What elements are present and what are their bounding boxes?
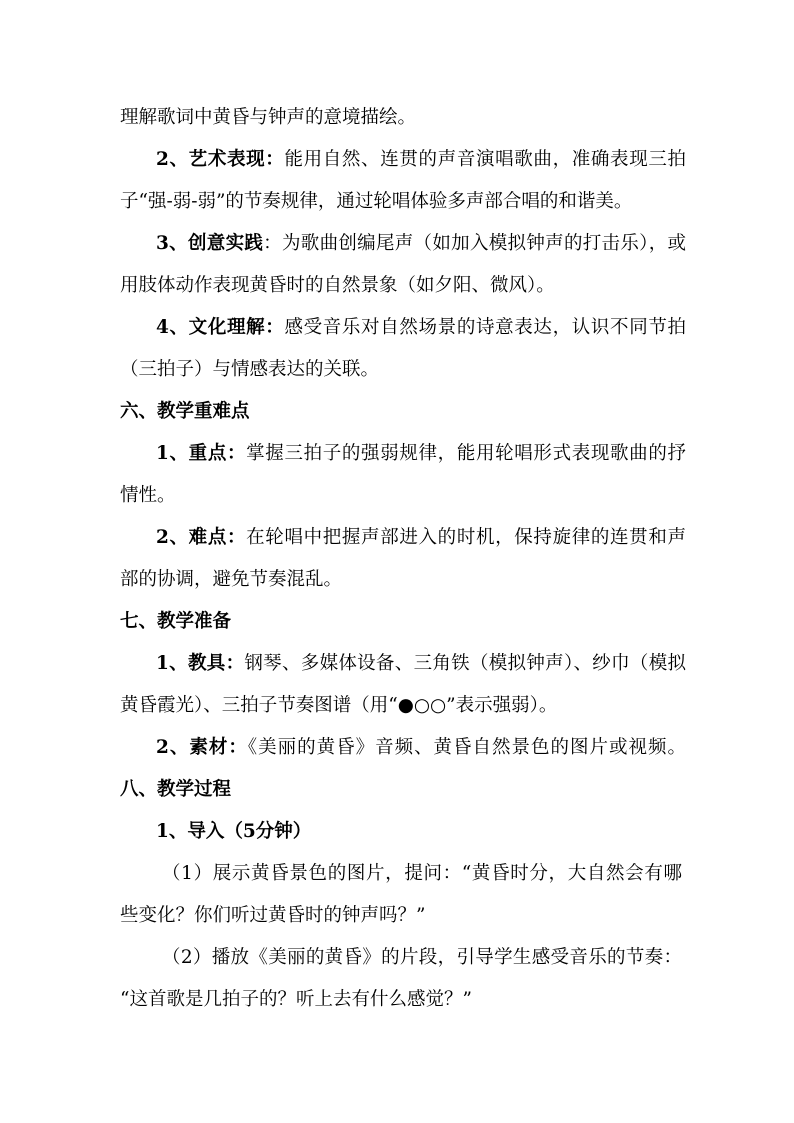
line-text: 感受音乐对自然场景的诗意表达，认识不同节拍	[284, 317, 686, 338]
paragraph-line	[120, 357, 680, 383]
heading-text: 八、教学过程	[120, 779, 232, 800]
paragraph-line	[120, 987, 680, 1013]
heading-text: 七、教学准备	[120, 611, 232, 632]
paragraph-line	[156, 147, 686, 173]
line-label: 1、导入（5分钟）	[156, 821, 312, 842]
paragraph-line	[120, 105, 680, 131]
paragraph-line	[156, 651, 686, 677]
line-label: 2、艺术表现：	[156, 149, 285, 170]
line-text: 部的协调，避免节奏混乱。	[120, 569, 343, 590]
line-label: 1、重点：	[156, 443, 247, 464]
line-text: （2）播放《美丽的黄昏》的片段，引导学生感受音乐的节奏：	[162, 947, 682, 968]
line-text: 《美丽的黄昏》音频、黄昏自然景色的图片或视频。	[247, 737, 686, 758]
line-label: 2、难点：	[156, 527, 247, 548]
paragraph-line	[156, 441, 686, 467]
paragraph-line	[162, 945, 682, 971]
paragraph-line	[156, 231, 686, 257]
line-text: “这首歌是几拍子的？听上去有什么感觉？”	[120, 989, 472, 1010]
paragraph-line	[120, 483, 680, 509]
paragraph-line	[120, 903, 680, 929]
paragraph-line	[120, 567, 680, 593]
paragraph-line	[120, 189, 680, 215]
line-text: 情性。	[120, 485, 176, 506]
paragraph-line	[162, 861, 682, 887]
line-text: 掌握三拍子的强弱规律，能用轮唱形式表现歌曲的抒	[246, 443, 686, 464]
line-text: ：为歌曲创编尾声（如加入模拟钟声的打击乐），或	[263, 233, 686, 254]
paragraph-line	[120, 693, 680, 719]
section-heading	[120, 609, 680, 635]
line-text: 用肢体动作表现黄昏时的自然景象（如夕阳、微风）。	[120, 275, 555, 296]
line-text: 理解歌词中黄昏与钟声的意境描绘。	[120, 107, 417, 128]
line-label: 4、文化理解：	[156, 317, 285, 338]
line-text: 黄昏霞光）、三拍子节奏图谱（用“●○○”表示强弱）。	[120, 695, 558, 716]
paragraph-line	[156, 735, 686, 761]
line-text: （1）展示黄昏景色的图片，提问：“黄昏时分，大自然会有哪	[162, 863, 682, 884]
line-label: 1、教具：	[156, 653, 245, 674]
paragraph-line	[156, 525, 686, 551]
line-text: 钢琴、多媒体设备、三角铁（模拟钟声）、纱巾（模拟	[244, 653, 686, 674]
line-text: （三拍子）与情感表达的关联。	[120, 359, 380, 380]
paragraph-line	[120, 273, 680, 299]
line-label: 3、创意实践	[156, 233, 264, 254]
line-text: 子“强-弱-弱”的节奏规律，通过轮唱体验多声部合唱的和谐美。	[120, 191, 633, 212]
subsection-heading	[156, 819, 686, 845]
line-text: 能用自然、连贯的声音演唱歌曲，准确表现三拍	[284, 149, 686, 170]
section-heading	[120, 399, 680, 425]
line-text: 些变化？你们听过黄昏时的钟声吗？”	[120, 905, 426, 926]
heading-text: 六、教学重难点	[120, 401, 250, 422]
line-label: 2、素材：	[156, 737, 248, 758]
section-heading	[120, 777, 680, 803]
line-text: 在轮唱中把握声部进入的时机，保持旋律的连贯和声	[246, 527, 686, 548]
paragraph-line	[156, 315, 686, 341]
